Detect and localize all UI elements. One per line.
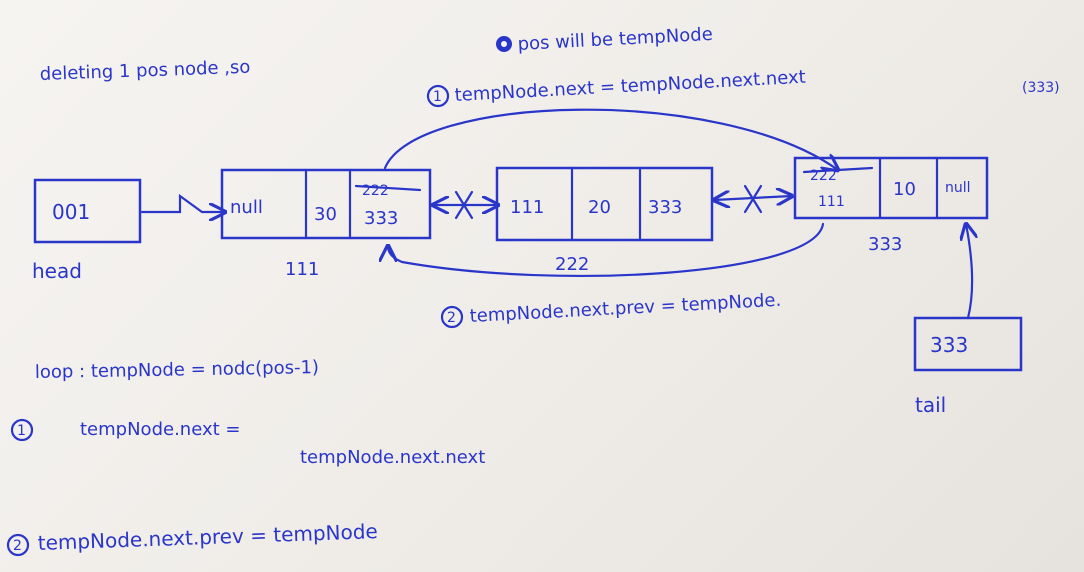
step1-top-note: (333) — [1022, 80, 1060, 96]
head-label: head — [32, 259, 82, 283]
tail-value: 333 — [930, 333, 969, 357]
step1-circle-icon — [428, 86, 448, 106]
tail-label: tail — [915, 393, 947, 417]
node3-address: 333 — [868, 234, 903, 255]
node-333 — [795, 158, 987, 218]
loop-step2-text: tempNode.next.prev = tempNode — [37, 519, 379, 555]
new-next-arrow — [385, 110, 838, 170]
node1-next-old: 222 — [362, 183, 389, 199]
svg-text:1: 1 — [17, 423, 26, 439]
new-prev-arrow — [388, 224, 823, 276]
node2-data: 20 — [588, 197, 611, 218]
head-to-node1-arrow — [142, 196, 225, 212]
node2-prev: 111 — [510, 197, 545, 218]
loop-step1-circle-icon — [12, 420, 32, 440]
loop-step2-circle-icon — [8, 535, 28, 555]
node-111 — [222, 170, 430, 238]
svg-text:2: 2 — [447, 310, 456, 326]
title-text: deleting 1 pos node ,so — [39, 56, 251, 85]
node1-next-new: 333 — [364, 208, 399, 229]
svg-text:2: 2 — [13, 538, 22, 554]
node1-data: 30 — [314, 204, 337, 225]
node3-data: 10 — [893, 179, 916, 200]
svg-text:1: 1 — [433, 89, 442, 105]
node2-next: 333 — [648, 197, 683, 218]
node3-next: null — [945, 180, 971, 196]
step2-mid-text: tempNode.next.prev = tempNode. — [469, 289, 782, 327]
title-continuation: pos will be tempNode — [517, 23, 714, 55]
tail-to-node3-arrow — [966, 224, 972, 318]
loop-step1-line1: tempNode.next = — [80, 419, 241, 440]
step2-circle-icon — [442, 307, 462, 327]
head-value: 001 — [52, 200, 91, 224]
loop-step1-line2: tempNode.next.next — [300, 447, 486, 468]
node-222 — [497, 168, 712, 240]
loop-text: loop : tempNode = nodc(pos-1) — [34, 357, 320, 383]
node3-prev-new: 111 — [818, 194, 845, 210]
step1-top-text: tempNode.next = tempNode.next.next — [454, 66, 807, 106]
filled-circle-icon — [496, 36, 512, 52]
node2-address: 222 — [555, 254, 590, 275]
node1-address: 111 — [285, 259, 320, 280]
node3-prev-old: 222 — [810, 168, 837, 184]
node1-prev: null — [230, 197, 263, 218]
